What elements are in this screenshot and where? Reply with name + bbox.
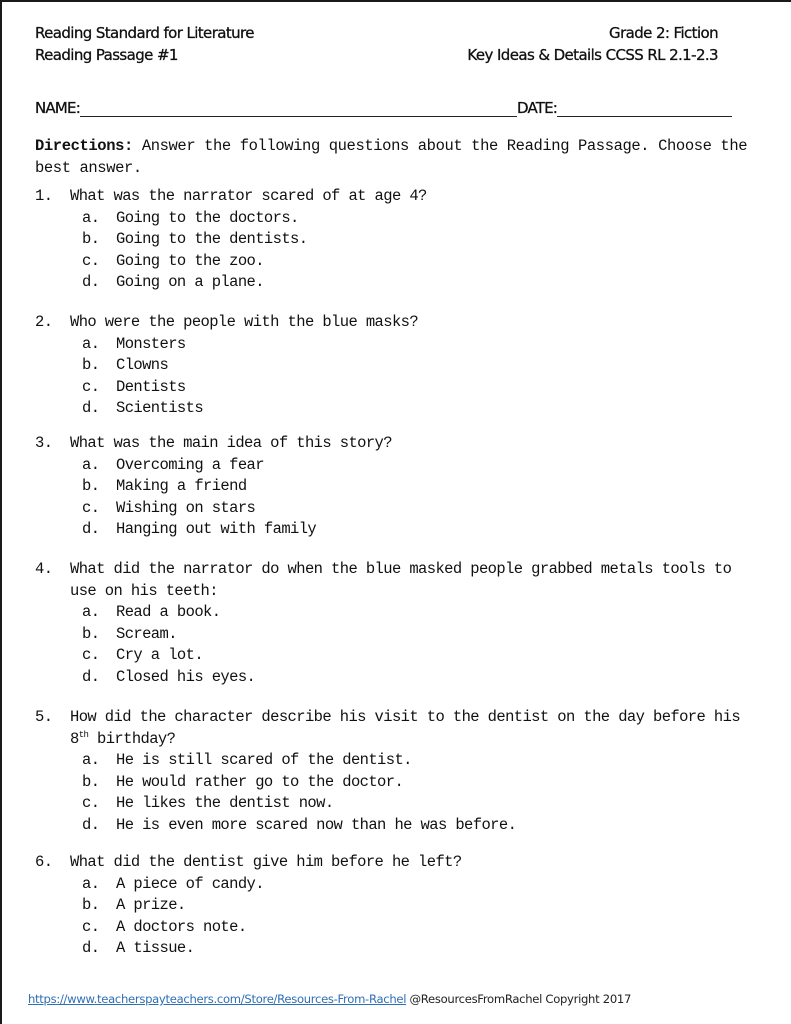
option-text: Cry a lot.	[116, 646, 204, 665]
question-1	[35, 186, 755, 294]
question-text: What did the dentist give him before he left?	[70, 853, 462, 871]
option-text: He likes the dentist now.	[116, 794, 334, 813]
option-text: Going to the dentists.	[116, 230, 308, 249]
option-text: Wishing on stars	[116, 498, 256, 517]
answer-option[interactable]	[35, 938, 755, 960]
answer-option[interactable]	[35, 455, 755, 477]
question-text: Who were the people with the blue masks?	[70, 313, 419, 331]
option-letter: a.	[82, 874, 100, 893]
answer-option[interactable]	[35, 519, 755, 541]
question-text: What was the main idea of this story?	[70, 434, 392, 452]
answer-option[interactable]	[35, 815, 755, 837]
question-number: 2.	[35, 313, 53, 331]
option-text: Going to the zoo.	[116, 251, 264, 270]
directions-label: Directions:	[35, 137, 133, 155]
name-label: NAME:	[35, 99, 80, 117]
answer-option[interactable]	[35, 251, 755, 273]
option-letter: c.	[82, 251, 100, 270]
option-letter: b.	[82, 772, 100, 791]
question-number: 1.	[35, 187, 53, 205]
answer-option[interactable]	[35, 377, 755, 399]
answer-option[interactable]	[35, 917, 755, 939]
answer-option[interactable]	[35, 334, 755, 356]
option-letter: b.	[82, 477, 100, 496]
name-date-row	[35, 97, 745, 117]
option-letter: d.	[82, 273, 100, 292]
option-letter: c.	[82, 917, 100, 936]
option-text: A doctors note.	[116, 917, 247, 936]
option-letter: b.	[82, 230, 100, 249]
answer-option[interactable]	[35, 624, 755, 646]
option-text: Going to the doctors.	[116, 208, 299, 227]
option-letter: d.	[82, 399, 100, 418]
option-text: Making a friend	[116, 477, 247, 496]
option-text: Read a book.	[116, 603, 221, 622]
option-letter: c.	[82, 794, 100, 813]
name-field-line[interactable]	[80, 101, 517, 117]
option-letter: a.	[82, 455, 100, 474]
question-3	[35, 433, 755, 541]
date-field-line[interactable]	[557, 101, 732, 117]
option-letter: d.	[82, 815, 100, 834]
option-text: Closed his eyes.	[116, 667, 256, 686]
answer-option[interactable]	[35, 793, 755, 815]
answer-option[interactable]	[35, 750, 755, 772]
answer-option[interactable]	[35, 208, 755, 230]
ordinal-suffix: th	[78, 729, 89, 740]
question-text: What was the narrator scared of at age 4?	[70, 187, 427, 205]
question-2	[35, 312, 755, 420]
option-text: He would rather go to the doctor.	[116, 772, 404, 791]
question-number: 4.	[35, 560, 53, 578]
option-letter: d.	[82, 520, 100, 539]
option-letter: b.	[82, 624, 100, 643]
option-letter: a.	[82, 751, 100, 770]
option-letter: c.	[82, 377, 100, 396]
question-6	[35, 852, 755, 960]
option-text: Clowns	[116, 356, 169, 375]
answer-option[interactable]	[35, 667, 755, 689]
option-letter: a.	[82, 603, 100, 622]
copyright-credit: @ResourcesFromRachel Copyright 2017	[406, 992, 632, 1006]
store-link[interactable]: https://www.teacherspayteachers.com/Store/Resources-From-Rachel	[28, 992, 407, 1006]
answer-option[interactable]	[35, 355, 755, 377]
option-text: A prize.	[116, 896, 186, 915]
answer-option[interactable]	[35, 602, 755, 624]
answer-option[interactable]	[35, 645, 755, 667]
answer-option[interactable]	[35, 498, 755, 520]
option-text: Scientists	[116, 399, 204, 418]
option-letter: d.	[82, 939, 100, 958]
header-passage-title: Reading Passage #1	[35, 46, 178, 64]
option-text: Monsters	[116, 334, 186, 353]
answer-option[interactable]	[35, 272, 755, 294]
question-4	[35, 559, 755, 689]
question-text-part: How did the character describe his visit to the dentist on the day before his 8	[70, 708, 741, 748]
directions-text: Answer the following questions about the Reading Passage. Choose the best answer.	[35, 137, 748, 177]
option-letter: c.	[82, 498, 100, 517]
directions	[35, 135, 765, 179]
date-label: DATE:	[516, 99, 558, 117]
option-text: Overcoming a fear	[116, 455, 264, 474]
option-letter: a.	[82, 208, 100, 227]
answer-option[interactable]	[35, 476, 755, 498]
question-5	[35, 707, 755, 837]
option-letter: d.	[82, 667, 100, 686]
answer-option[interactable]	[35, 229, 755, 251]
question-text-part: birthday?	[88, 729, 176, 748]
option-letter: b.	[82, 356, 100, 375]
option-letter: a.	[82, 334, 100, 353]
question-number: 5.	[35, 708, 53, 726]
option-text: A tissue.	[116, 939, 195, 958]
option-text: Going on a plane.	[116, 273, 264, 292]
answer-option[interactable]	[35, 772, 755, 794]
option-letter: b.	[82, 896, 100, 915]
option-letter: c.	[82, 646, 100, 665]
answer-option[interactable]	[35, 895, 755, 917]
header-grade: Grade 2: Fiction	[609, 24, 718, 42]
header-standard-title: Reading Standard for Literature	[35, 24, 254, 42]
question-text: What did the narrator do when the blue masked people grabbed metals tools to use on his teeth:	[70, 560, 732, 600]
option-text: A piece of candy.	[116, 874, 264, 893]
option-text: Hanging out with family	[116, 520, 317, 539]
answer-option[interactable]	[35, 874, 755, 896]
option-text: He is still scared of the dentist.	[116, 751, 412, 770]
option-text: Scream.	[116, 624, 177, 643]
option-text: He is even more scared now than he was before.	[116, 815, 517, 834]
option-text: Dentists	[116, 377, 186, 396]
header-standard-code: Key Ideas & Details CCSS RL 2.1-2.3	[467, 46, 718, 64]
question-number: 3.	[35, 434, 53, 452]
question-text	[70, 707, 755, 750]
footer	[28, 992, 631, 1006]
question-number: 6.	[35, 853, 53, 871]
answer-option[interactable]	[35, 398, 755, 420]
